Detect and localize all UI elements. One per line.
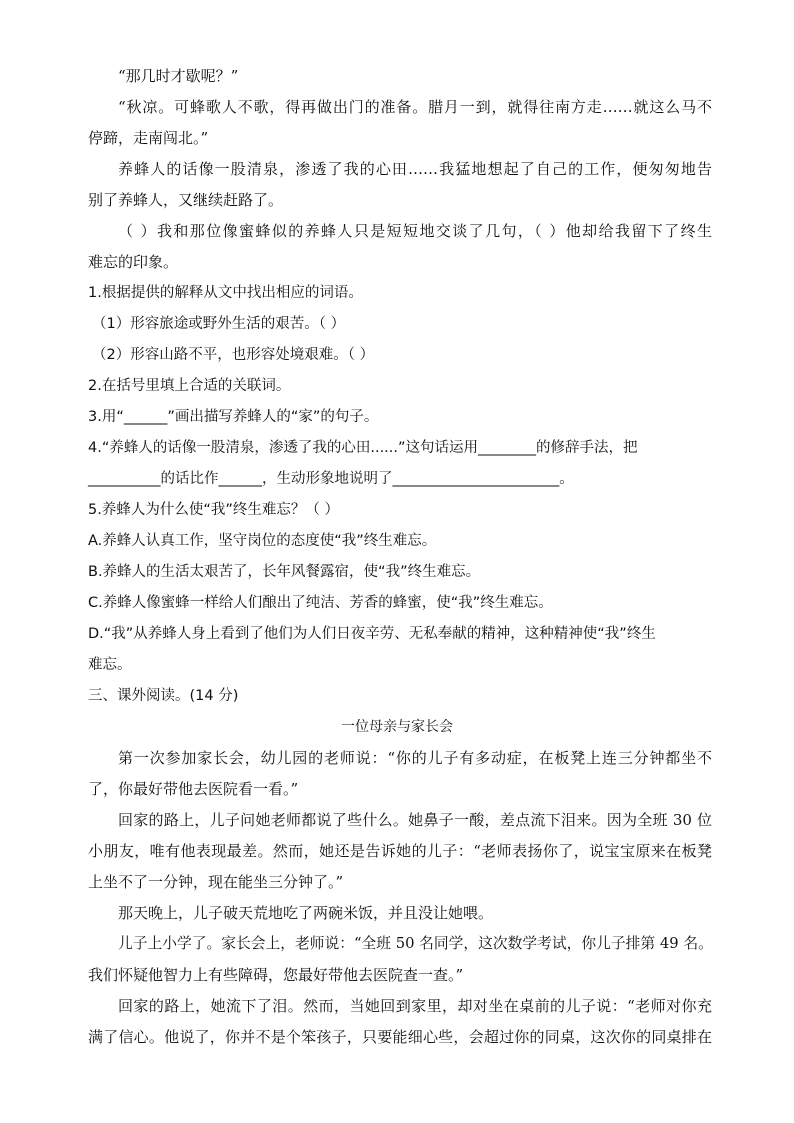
option-d-cont: 难忘。 <box>88 657 132 673</box>
article-title: 一位母亲与家长会 <box>341 719 453 735</box>
passage-line: 难忘的印象。 <box>88 253 179 271</box>
article-line: 第一次参加家长会，幼儿园的老师说：“你的儿子有多动症，在板凳上连三分钟都坐不 <box>118 749 712 767</box>
passage-line: 停蹄，走南闯北。” <box>88 129 209 147</box>
article-line: 儿子上小学了。家长会上，老师说：“全班 50 名同学，这次数学考试，你儿子排第 49 名。 <box>118 935 713 952</box>
passage-line: “秋凉。可蜂歌人不歌，得再做出门的准备。腊月一到，就得往南方走……就这么马不 <box>118 98 712 116</box>
question-4-cont: __________的话比作______，生动形象地说明了_______________________。 <box>88 471 574 487</box>
article-line: 小朋友，唯有他表现最差。然而，她还是告诉她的儿子：“老师表扬你了，说宝宝原来在板凳 <box>88 842 712 860</box>
question-4: 4.“养蜂人的话像一股清泉，渗透了我的心田......”这句话运用________的修辞手法，把 <box>88 440 638 456</box>
option-a: A.养蜂人认真工作，坚守岗位的态度使“我”终生难忘。 <box>88 533 437 549</box>
option-c: C.养蜂人像蜜蜂一样给人们酿出了纯洁、芳香的蜂蜜，使“我”终生难忘。 <box>88 595 553 611</box>
passage-line: （ ）我和那位像蜜蜂似的养蜂人只是短短地交谈了几句，（ ）他却给我留下了终生 <box>118 222 712 240</box>
question-1: 1.根据提供的解释从文中找出相应的词语。 <box>88 285 363 301</box>
article-line: 回家的路上，她流下了泪。然而，当她回到家里，却对坐在桌前的儿子说：“老师对你充 <box>118 997 712 1015</box>
article-line: 上坐不了一分钟，现在能坐三分钟了。” <box>88 873 344 891</box>
passage-line: “那几时才歇呢？” <box>118 67 239 85</box>
article-line: 那天晚上，儿子破天荒地吃了两碗米饭，并且没让她喂。 <box>118 904 494 922</box>
passage-line: 养蜂人的话像一股清泉，渗透了我的心田……我猛地想起了自己的工作，便匆匆地告 <box>118 160 712 178</box>
option-b: B.养蜂人的生活太艰苦了，长年风餐露宿，使“我”终生难忘。 <box>88 564 481 580</box>
section-heading: 三、课外阅读。(14 分) <box>88 688 239 704</box>
passage-line: 别了养蜂人，又继续赶路了。 <box>88 191 284 209</box>
question-2: 2.在括号里填上合适的关联词。 <box>88 378 291 394</box>
article-line: 满了信心。他说了，你并不是个笨孩子，只要能细心些，会超过你的同桌，这次你的同桌排在 <box>88 1028 712 1046</box>
article-line: 了，你最好带他去医院看一看。” <box>88 780 299 798</box>
question-3: 3.用“______”画出描写养蜂人的“家”的句子。 <box>88 409 379 425</box>
article-line: 我们怀疑他智力上有些障碍，您最好带他去医院查一查。” <box>88 966 464 984</box>
option-d: D.“我”从养蜂人身上看到了他们为人们日夜辛劳、无私奉献的精神，这种精神使“我”终生 <box>88 626 656 642</box>
question-1-part-1: （1）形容旅途或野外生活的艰苦。（ ） <box>92 316 346 332</box>
question-5: 5.养蜂人为什么使“我”终生难忘？（ ） <box>88 502 339 518</box>
article-line: 回家的路上，儿子问她老师都说了些什么。她鼻子一酸，差点流下泪来。因为全班 30 位 <box>118 811 712 829</box>
question-1-part-2: （2）形容山路不平，也形容处境艰难。（ ） <box>92 347 375 363</box>
